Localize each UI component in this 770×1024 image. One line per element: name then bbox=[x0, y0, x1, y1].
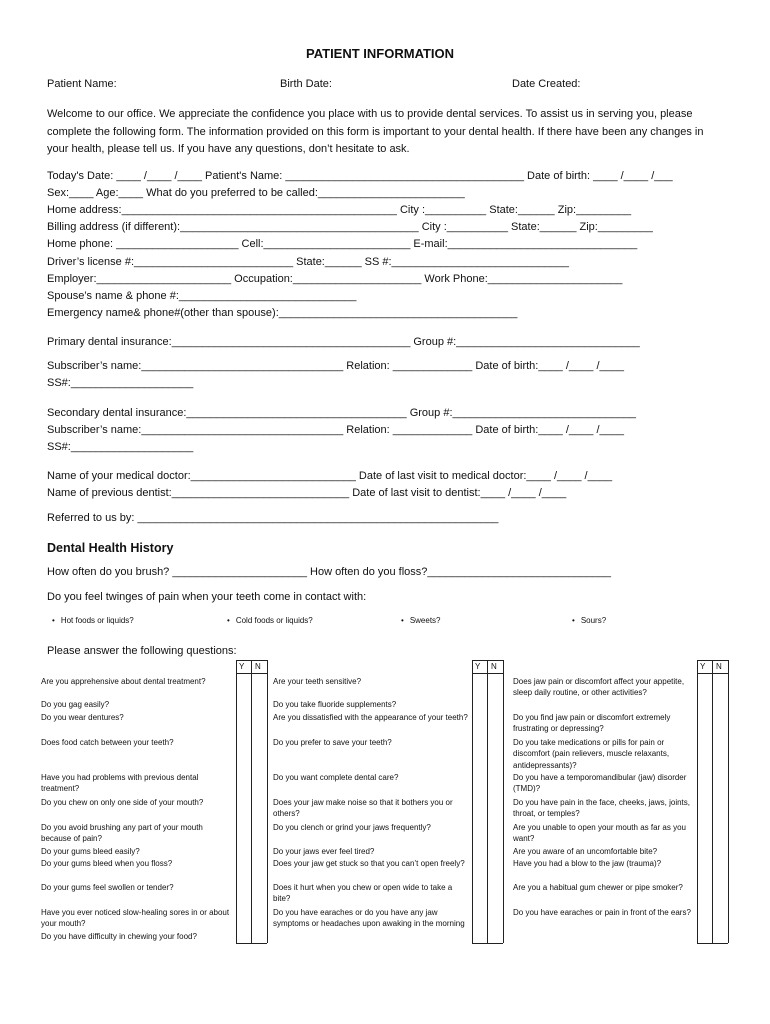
referred-by-line[interactable]: Referred to us by: ___________________________________________________________ bbox=[47, 512, 499, 524]
grid-line bbox=[503, 660, 504, 943]
question-previous-treatment: Have you had problems with previous dental treatment? bbox=[41, 773, 199, 794]
question-unable-open: Are you unable to open your mouth as far as you want? bbox=[513, 823, 686, 844]
medical-doctor-line[interactable]: Name of your medical doctor:___________________________ Date of last visit to medical doctor:____ /____ /____ bbox=[47, 470, 613, 482]
ss-2-line[interactable]: SS#:____________________ bbox=[47, 441, 194, 453]
grid-line bbox=[697, 660, 698, 943]
col1-no-header: N bbox=[255, 662, 261, 671]
grid-line bbox=[472, 660, 503, 661]
grid-line bbox=[697, 673, 728, 674]
question-chew-one-side: Do you chew on only one side of your mouth? bbox=[41, 798, 204, 807]
question-pain-medications: Do you take medications or pills for pain or discomfort (pain relievers, muscle relaxants, antidepressants)? bbox=[513, 738, 670, 770]
question-food-catch: Does food catch between your teeth? bbox=[41, 738, 174, 747]
grid-line bbox=[236, 673, 267, 674]
grid-line bbox=[487, 660, 488, 943]
question-uncomfortable-bite: Are you aware of an uncomfortable bite? bbox=[513, 847, 658, 856]
emergency-contact-line[interactable]: Emergency name& phone#(other than spouse):_______________________________________ bbox=[47, 307, 518, 319]
pain-option-cold[interactable]: • Cold foods or liquids? bbox=[227, 616, 313, 625]
question-clench-grind: Do you clench or grind your jaws frequently? bbox=[273, 823, 431, 832]
employer-line[interactable]: Employer:______________________ Occupation:_____________________ Work Phone:______________________ bbox=[47, 273, 623, 285]
col2-yes-header: Y bbox=[475, 662, 481, 671]
grid-line bbox=[236, 660, 267, 661]
drivers-license-line[interactable]: Driver’s license #:__________________________ State:______ SS #:_____________________________ bbox=[47, 256, 569, 268]
primary-insurance-line[interactable]: Primary dental insurance:_______________________________________ Group #:______________________________ bbox=[47, 336, 640, 348]
dental-history-heading: Dental Health History bbox=[47, 541, 174, 555]
question-earaches-front: Do you have earaches or pain in front of the ears? bbox=[513, 908, 691, 917]
patient-name-label: Patient Name: bbox=[47, 78, 117, 90]
grid-line bbox=[267, 660, 268, 943]
secondary-insurance-line[interactable]: Secondary dental insurance:____________________________________ Group #:______________________________ bbox=[47, 407, 637, 419]
col1-yes-header: Y bbox=[239, 662, 245, 671]
question-apprehensive: Are you apprehensive about dental treatment? bbox=[41, 677, 206, 686]
question-earaches-headaches: Do you have earaches or do you have any jaw symptoms or headaches upon awaking in the morning bbox=[273, 908, 465, 929]
question-teeth-sensitive: Are your teeth sensitive? bbox=[273, 677, 362, 686]
page-title: PATIENT INFORMATION bbox=[306, 46, 455, 61]
question-gum-chewer: Are you a habitual gum chewer or pipe smoker? bbox=[513, 883, 683, 892]
date-created-label: Date Created: bbox=[512, 78, 581, 90]
question-appearance: Are you dissatisfied with the appearance of your teeth? bbox=[273, 713, 468, 722]
question-dentures: Do you wear dentures? bbox=[41, 713, 124, 722]
grid-line bbox=[697, 660, 728, 661]
pain-option-hot[interactable]: • Hot foods or liquids? bbox=[52, 616, 134, 625]
question-complete-care: Do you want complete dental care? bbox=[273, 773, 399, 782]
question-jaw-pain-frustrating: Do you find jaw pain or discomfort extremely frustrating or depressing? bbox=[513, 713, 671, 734]
question-gums-swollen: Do your gums feel swollen or tender? bbox=[41, 883, 174, 892]
question-fluoride: Do you take fluoride supplements? bbox=[273, 700, 397, 709]
question-hurt-chew: Does it hurt when you chew or open wide to take a bite? bbox=[273, 883, 453, 904]
home-address-line[interactable]: Home address:_____________________________________________ City :__________ State:______ Zip:_________ bbox=[47, 204, 632, 216]
spouse-line[interactable]: Spouse’s name & phone #:_____________________________ bbox=[47, 290, 357, 302]
twinges-question: Do you feel twinges of pain when your teeth come in contact with: bbox=[47, 591, 367, 603]
question-tmd: Do you have a temporomandibular (jaw) disorder (TMD)? bbox=[513, 773, 687, 794]
ss-1-line[interactable]: SS#:____________________ bbox=[47, 377, 194, 389]
home-phone-line[interactable]: Home phone: ____________________ Cell:________________________ E-mail:_______________________________ bbox=[47, 238, 638, 250]
intro-paragraph: Welcome to our office. We appreciate the confidence you place with us to provide dental services. To assist us in serving you, please complete the following form. The information provided on this form is important to your dental health. If there have been any changes in your health, please tell us. If you have any questions, don’t hesitate to ask. bbox=[47, 108, 704, 155]
question-jaws-tired: Do your jaws ever feel tired? bbox=[273, 847, 375, 856]
col3-no-header: N bbox=[716, 662, 722, 671]
question-gums-bleed-floss: Do your gums bleed when you floss? bbox=[41, 859, 173, 868]
billing-address-line[interactable]: Billing address (if different):_______________________________________ City :__________ State:______ Zip:_________ bbox=[47, 221, 653, 233]
grid-line bbox=[236, 660, 237, 943]
grid-line bbox=[472, 660, 473, 943]
question-jaw-pain-routine: Does jaw pain or discomfort affect your appetite, sleep daily routine, or other activities? bbox=[513, 677, 685, 698]
pain-option-sweets[interactable]: • Sweets? bbox=[401, 616, 441, 625]
question-avoid-brushing: Do you avoid brushing any part of your mouth because of pain? bbox=[41, 823, 203, 844]
grid-line bbox=[697, 943, 728, 944]
question-gums-bleed: Do your gums bleed easily? bbox=[41, 847, 140, 856]
grid-line bbox=[728, 660, 729, 943]
grid-line bbox=[472, 943, 503, 944]
question-jaw-trauma: Have you had a blow to the jaw (trauma)? bbox=[513, 859, 662, 868]
todays-date-line[interactable]: Today's Date: ____ /____ /____ Patient's Name: _______________________________________ Date of birth: ____ /____ /___ bbox=[47, 170, 673, 182]
question-slow-healing: Have you ever noticed slow-healing sores in or about your mouth? bbox=[41, 908, 230, 929]
grid-line bbox=[251, 660, 252, 943]
sex-age-line[interactable]: Sex:____ Age:____ What do you preferred to be called:________________________ bbox=[47, 187, 465, 199]
question-jaw-noise: Does your jaw make noise so that it bothers you or others? bbox=[273, 798, 453, 819]
grid-line bbox=[236, 943, 267, 944]
brush-floss-line[interactable]: How often do you brush? ______________________ How often do you floss?______________________________ bbox=[47, 566, 611, 578]
previous-dentist-line[interactable]: Name of previous dentist:_____________________________ Date of last visit to dentist:____ /____ /____ bbox=[47, 487, 567, 499]
question-save-teeth: Do you prefer to save your teeth? bbox=[273, 738, 392, 747]
grid-line bbox=[472, 673, 503, 674]
birth-date-label: Birth Date: bbox=[280, 78, 332, 90]
subscriber-1-line[interactable]: Subscriber’s name:_________________________________ Relation: _____________ Date of birth:____ /____ /____ bbox=[47, 360, 624, 372]
question-gag: Do you gag easily? bbox=[41, 700, 110, 709]
col2-no-header: N bbox=[491, 662, 497, 671]
col3-yes-header: Y bbox=[700, 662, 706, 671]
grid-line bbox=[712, 660, 713, 943]
question-chewing-difficulty: Do you have difficulty in chewing your food? bbox=[41, 932, 197, 941]
question-face-pain: Do you have pain in the face, cheeks, jaws, joints, throat, or temples? bbox=[513, 798, 690, 819]
pain-option-sours[interactable]: • Sours? bbox=[572, 616, 606, 625]
answer-prompt: Please answer the following questions: bbox=[47, 645, 237, 657]
subscriber-2-line[interactable]: Subscriber’s name:_________________________________ Relation: _____________ Date of birth:____ /____ /____ bbox=[47, 424, 624, 436]
question-jaw-stuck: Does your jaw get stuck so that you can’t open freely? bbox=[273, 859, 465, 868]
